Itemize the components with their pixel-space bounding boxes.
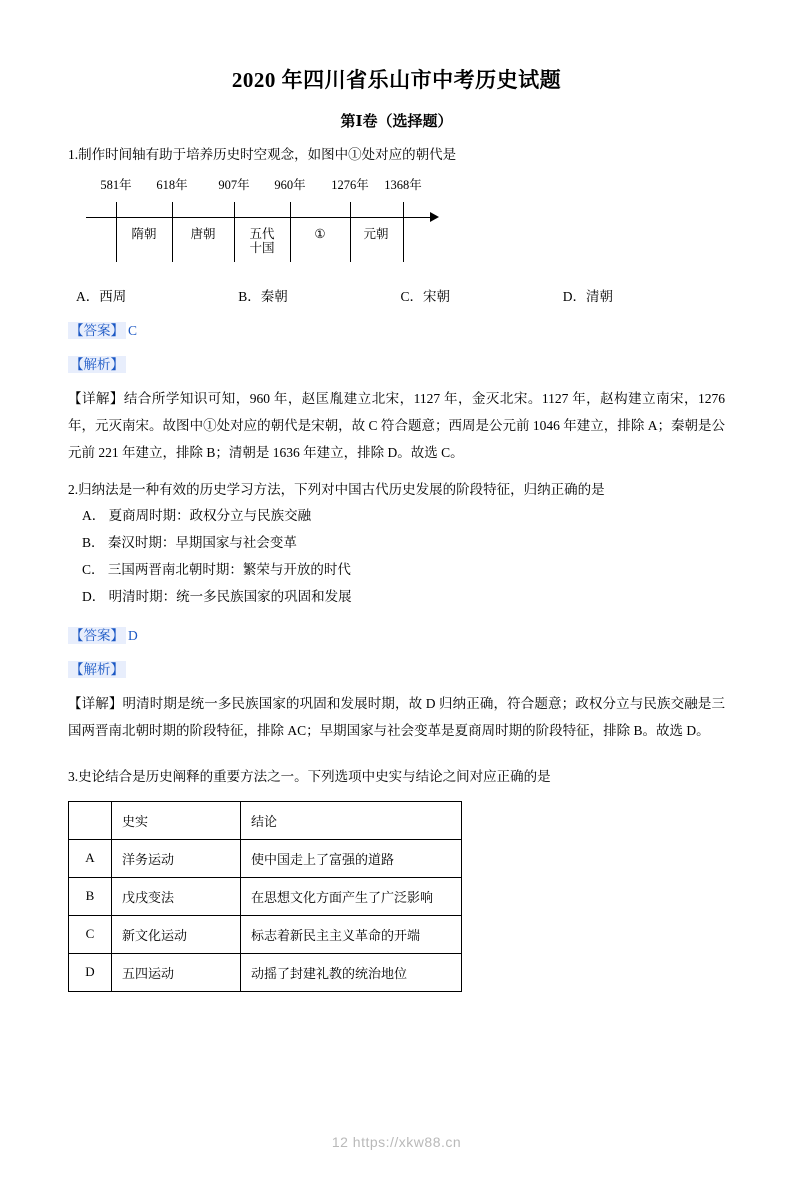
watermark: 12 https://xkw88.cn xyxy=(331,1134,462,1150)
timeline-cell-4: 元朝 xyxy=(363,226,389,241)
detail-text: 结合所学知识可知，960 年，赵匡胤建立北宋，1127 年，金灭北宋。1127 年，赵构建立南宋，1276 年，元灭南宋。故图中①处对应的朝代是宋朝，故 C 符合题意；西周是公元前 1046 年建立，排除 A；秦朝是公元前 221 年建立，排除 B；清朝是 1636 年建立，排除 D。故选 C。 xyxy=(68,390,726,460)
timeline-year-1: 618年 xyxy=(156,177,188,192)
timeline-year-5: 1368年 xyxy=(384,177,422,192)
timeline-year-4: 1276年 xyxy=(331,177,369,192)
timeline-tick-5 xyxy=(403,202,404,262)
table-cell-conclusion: 动摇了封建礼教的统治地位 xyxy=(241,953,462,991)
timeline-year-0: 581年 xyxy=(100,177,132,192)
table-cell-conclusion: 在思想文化方面产生了广泛影响 xyxy=(241,877,462,915)
timeline-arrow-icon xyxy=(430,212,439,222)
question-2-option-b[interactable]: B． 秦汉时期：早期国家与社会变革 xyxy=(82,534,297,550)
timeline-tick-3 xyxy=(290,202,291,262)
analysis-label: 【解析】 xyxy=(70,661,124,677)
table-cell-index: A xyxy=(69,839,112,877)
table-cell-conclusion: 使中国走上了富强的道路 xyxy=(241,839,462,877)
answer-label: 【答案】 xyxy=(70,322,124,338)
question-3-stem: 3.史论结合是历史阐释的重要方法之一。下列选项中史实与结论之间对应正确的是 xyxy=(68,768,551,784)
question-2-detail xyxy=(68,690,725,744)
question-2-answer xyxy=(68,624,725,644)
question-1-detail xyxy=(68,385,725,466)
table-header-index xyxy=(69,801,112,839)
answer-value: C xyxy=(128,322,138,338)
timeline-years xyxy=(78,175,725,195)
detail-label: 【详解】 xyxy=(68,695,123,711)
question-1-analysis-tag xyxy=(68,353,725,373)
detail-label: 【详解】 xyxy=(68,390,124,406)
analysis-label: 【解析】 xyxy=(70,356,124,372)
question-2-option-c[interactable]: C． 三国两晋南北朝时期：繁荣与开放的时代 xyxy=(82,561,351,577)
table-row[interactable] xyxy=(69,877,462,915)
table-cell-fact: 五四运动 xyxy=(112,953,241,991)
question-1-stem: 1.制作时间轴有助于培养历史时空观念，如图中①处对应的朝代是 xyxy=(68,147,457,162)
detail-text: 明清时期是统一多民族国家的巩固和发展时期，故 D 归纳正确，符合题意；政权分立与民族交融是三国两晋南北朝时期的阶段特征，排除 AC；早期国家与社会变革是夏商周时期的阶段特征，排除 B。故选 D。 xyxy=(68,695,725,738)
table-cell-index: D xyxy=(69,953,112,991)
answer-label: 【答案】 xyxy=(70,627,124,643)
table-header-row xyxy=(69,801,462,839)
table-cell-index: B xyxy=(69,877,112,915)
question-1-option-b[interactable]: B．秦朝 xyxy=(238,288,288,304)
table-header-conclusion: 结论 xyxy=(241,801,462,839)
question-1-answer xyxy=(68,319,725,339)
timeline-cell-0: 隋朝 xyxy=(131,226,157,241)
question-2-stem: 2.归纳法是一种有效的历史学习方法，下列对中国古代历史发展的阶段特征，归纳正确的是 xyxy=(68,481,605,497)
table-header-fact: 史实 xyxy=(112,801,241,839)
question-2-option-d[interactable]: D． 明清时期：统一多民族国家的巩固和发展 xyxy=(82,588,352,604)
table-row[interactable] xyxy=(69,953,462,991)
question-2-option-a[interactable]: A． 夏商周时期：政权分立与民族交融 xyxy=(82,507,312,523)
table-cell-fact: 戊戌变法 xyxy=(112,877,241,915)
table-cell-conclusion: 标志着新民主主义革命的开端 xyxy=(241,915,462,953)
question-1-option-c[interactable]: C．宋朝 xyxy=(400,288,451,304)
timeline-cell-2: 五代十国 xyxy=(249,226,275,256)
timeline-tick-4 xyxy=(350,202,351,262)
question-1-options xyxy=(76,285,725,305)
question-2-analysis-tag xyxy=(68,658,725,678)
question-1-timeline xyxy=(78,175,725,275)
question-3-table xyxy=(68,801,462,992)
table-row[interactable] xyxy=(69,915,462,953)
timeline-axis xyxy=(86,217,431,218)
timeline-year-2: 907年 xyxy=(218,177,250,192)
timeline-tick-2 xyxy=(234,202,235,262)
table-cell-fact: 新文化运动 xyxy=(112,915,241,953)
table-row[interactable] xyxy=(69,839,462,877)
answer-value: D xyxy=(128,627,138,643)
section-title: 第Ⅰ卷（选择题） xyxy=(340,114,453,130)
question-1-option-a[interactable]: A．西周 xyxy=(76,288,127,304)
document-content xyxy=(68,144,725,992)
page-title: 2020 年四川省乐山市中考历史试题 xyxy=(231,68,562,92)
timeline-cell-1: 唐朝 xyxy=(190,226,216,241)
document-page xyxy=(0,64,793,1186)
table-cell-fact: 洋务运动 xyxy=(112,839,241,877)
timeline-tick-1 xyxy=(172,202,173,262)
timeline-tick-0 xyxy=(116,202,117,262)
table-cell-index: C xyxy=(69,915,112,953)
question-1-option-d[interactable]: D．清朝 xyxy=(562,288,613,304)
timeline-year-3: 960年 xyxy=(274,177,306,192)
timeline-cell-3: ① xyxy=(314,226,326,241)
